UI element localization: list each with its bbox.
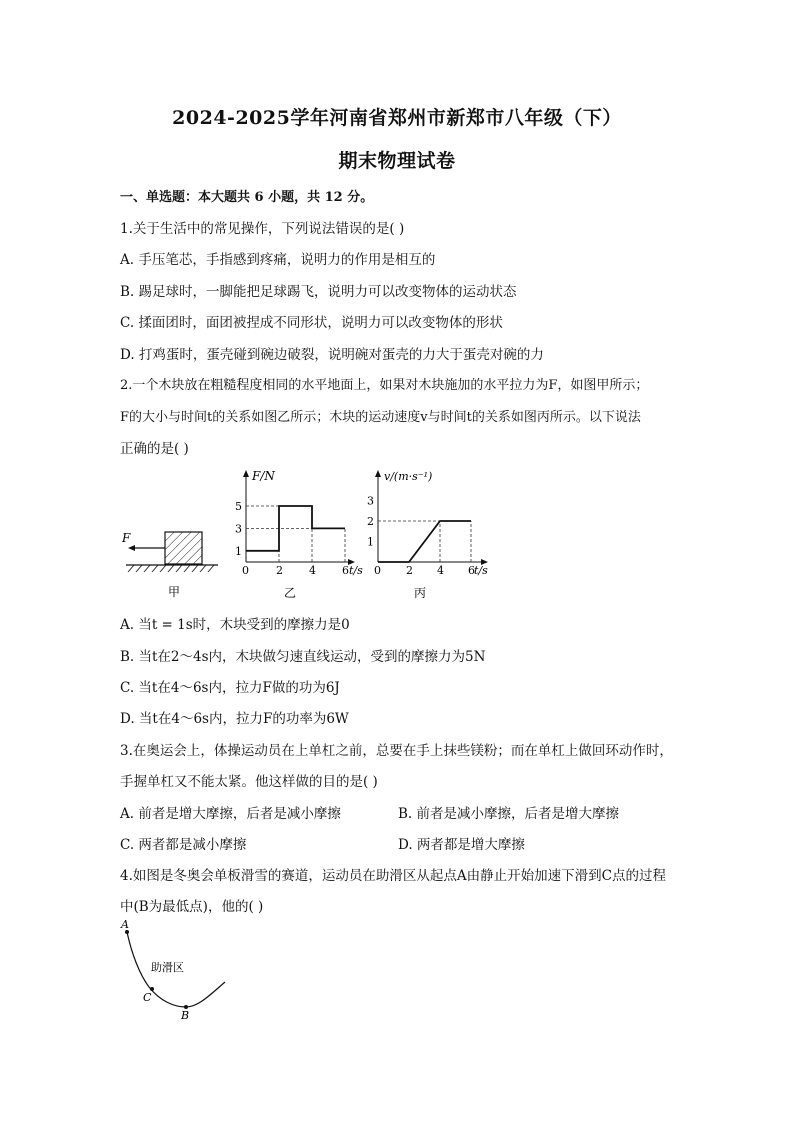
- y-tick-label-3: 3: [367, 494, 374, 508]
- q3-option-c: C. 两者都是减小摩擦: [120, 837, 247, 853]
- chart-force-time: [226, 462, 366, 607]
- ski-track-figure: [110, 915, 250, 1025]
- x-tick-label-2: 2: [406, 564, 413, 577]
- series-line: [378, 521, 471, 562]
- force-label: F: [122, 531, 131, 545]
- tick-labels: [235, 500, 349, 577]
- y-axis-arrow: [375, 470, 381, 477]
- q1-option-c: C. 揉面团时，面团被捏成不同形状，说明力可以改变物体的形状: [120, 315, 503, 331]
- x-axis-label: t/s: [349, 564, 363, 577]
- q2-option-d: D. 当t在4～6s内，拉力F的功率为6W: [120, 711, 349, 727]
- velocity-series: [378, 521, 471, 562]
- y-tick-label-3: 3: [235, 522, 242, 536]
- force-series: [246, 506, 345, 551]
- force-arrowhead: [128, 545, 135, 551]
- x-tick-label-6: 6: [468, 564, 475, 577]
- guide-lines: [246, 506, 345, 562]
- y-tick-label-5: 5: [235, 500, 242, 513]
- y-axis-label: v/(m·s⁻¹): [384, 470, 433, 483]
- y-tick-label-1: 1: [235, 544, 242, 558]
- q1-option-d: D. 打鸡蛋时，蛋壳碰到碗边破裂，说明碗对蛋壳的力大于蛋壳对碗的力: [120, 347, 544, 363]
- caption-yi: 乙: [284, 586, 297, 600]
- point-a-label: A: [121, 918, 129, 931]
- q2-stem-line3: 正确的是( ): [120, 441, 189, 457]
- y-axis-label: F/N: [252, 469, 275, 483]
- q2-option-b: B. 当t在2～4s内，木块做匀速直线运动，受到的摩擦力为5N: [120, 649, 486, 665]
- q2-stem-line1: 2.一个木块放在粗糙程度相同的水平地面上，如果对木块施加的水平拉力为F，如图甲所示；: [120, 378, 649, 393]
- zone-label: 助滑区: [151, 961, 184, 974]
- q4-stem-line2: 中(B为最低点)，他的( ): [120, 899, 264, 915]
- ground-hatch: [128, 565, 214, 572]
- y-axis-arrow: [243, 470, 249, 477]
- x-tick-label-2: 2: [276, 564, 283, 577]
- x-tick-label-4: 4: [437, 564, 444, 577]
- series-line: [246, 506, 345, 551]
- section-header: 一、单选题：本大题共 6 小题，共 12 分。: [120, 190, 374, 205]
- q2-option-c: C. 当t在4～6s内，拉力F做的功为6J: [120, 680, 340, 696]
- origin-tick: 0: [242, 564, 249, 577]
- origin-tick: 0: [374, 564, 381, 577]
- x-axis-label: t/s: [474, 564, 488, 577]
- q3-stem-line1: 3.在奥运会上，体操运动员在上单杠之前，总要在手上抹些镁粉；而在单杠上做回环动作时，: [120, 743, 673, 759]
- y-tick-label-2: 2: [367, 515, 374, 528]
- y-tick-label-1: 1: [367, 535, 374, 549]
- chart-velocity-time: [356, 462, 496, 607]
- q2-option-a: A. 当t = 1s时，木块受到的摩擦力是0: [120, 617, 350, 633]
- figure-jia: [118, 520, 228, 600]
- q3-option-b: B. 前者是减小摩擦，后者是增大摩擦: [398, 806, 620, 822]
- q3-option-d: D. 两者都是增大摩擦: [398, 837, 525, 853]
- caption-bing: 丙: [414, 586, 427, 600]
- exam-title-line1: 2024-2025学年河南省郑州市新郑市八年级（下）: [172, 107, 622, 129]
- x-tick-label-4: 4: [309, 564, 316, 577]
- wood-block: [165, 532, 202, 564]
- x-tick-label-6: 6: [342, 564, 349, 577]
- q3-stem-line2: 手握单杠又不能太紧。他这样做的目的是( ): [120, 774, 378, 790]
- q3-option-a: A. 前者是增大摩擦，后者是减小摩擦: [120, 806, 341, 822]
- q2-stem-line2: F的大小与时间t的关系如图乙所示；木块的运动速度v与时间t的关系如图丙所示。以下说法: [120, 410, 641, 425]
- caption-jia: 甲: [168, 585, 181, 599]
- tick-labels: [367, 495, 475, 578]
- q1-option-b: B. 踢足球时，一脚能把足球踢飞，说明力可以改变物体的运动状态: [120, 284, 517, 300]
- point-c-label: C: [143, 991, 152, 1004]
- q1-option-a: A. 手压笔芯，手指感到疼痛，说明力的作用是相互的: [120, 252, 436, 268]
- q4-stem-line1: 4.如图是冬奥会单板滑雪的赛道，运动员在助滑区从起点A由静止开始加速下滑到C点的过程: [120, 868, 666, 884]
- q1-stem: 1.关于生活中的常见操作，下列说法错误的是( ): [120, 221, 405, 237]
- exam-title-line2: 期末物理试卷: [338, 150, 456, 172]
- point-b-label: B: [181, 1009, 190, 1022]
